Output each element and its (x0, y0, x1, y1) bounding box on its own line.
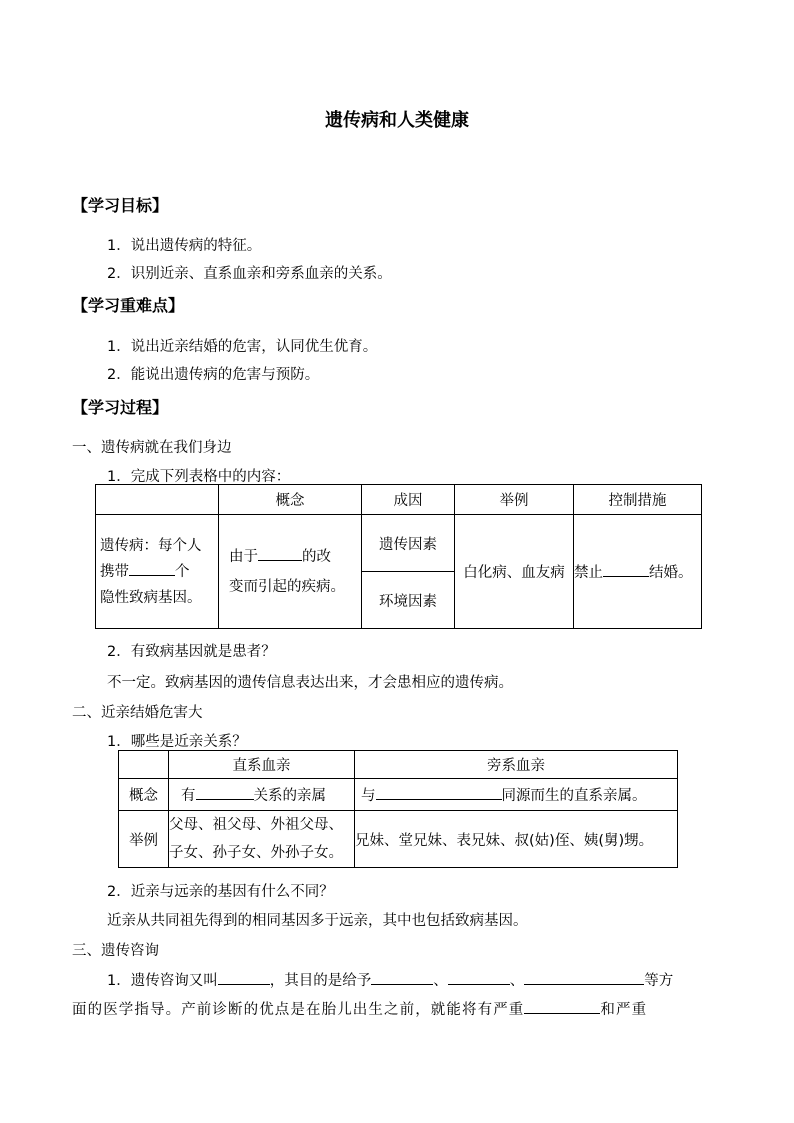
part3-heading: 三、遗传咨询 (72, 943, 159, 959)
guidance-blank-1[interactable] (371, 970, 433, 985)
process-heading: 【学习过程】 (72, 398, 169, 417)
part1-heading: 一、遗传病就在我们身边 (72, 440, 232, 456)
header-cause: 成因 (362, 485, 455, 515)
collateral-concept-cell: 与 同源而生的直系亲属。 (355, 779, 678, 811)
cause-environment: 环境因素 (362, 572, 455, 629)
concept-blank[interactable] (258, 546, 302, 561)
kinship-table (118, 750, 678, 868)
header-concept: 概念 (219, 485, 362, 515)
row-label-line-c: 隐性致病基因。 (100, 589, 202, 606)
row-label-line-a: 遗传病：每个人 (100, 537, 202, 554)
header-control: 控制措施 (574, 485, 702, 515)
row-example-label: 举例 (119, 811, 169, 868)
kinship-corner-cell (119, 751, 169, 779)
part2-answer-2: 近亲从共同祖先得到的相同基因多于远亲，其中也包括致病基因。 (107, 913, 528, 929)
part2-question-1: 1．哪些是近亲关系？ (107, 734, 247, 750)
severe-blank[interactable] (524, 999, 600, 1014)
control-blank[interactable] (603, 562, 649, 577)
control-cell: 禁止 结婚。 (574, 515, 702, 629)
direct-example-cell: 父母、祖父母、外祖父母、 子女、孙子女、外孙子女。 (169, 811, 355, 868)
key-point-item-1: 1．说出近亲结婚的危害，认同优生优育。 (107, 339, 378, 355)
goal-item-1: 1．说出遗传病的特征。 (107, 238, 262, 254)
row-label-line-b: 携带 个 (100, 559, 218, 585)
direct-concept-blank[interactable] (196, 785, 254, 800)
consult-name-blank[interactable] (218, 970, 270, 985)
part1-question-2: 2．有致病基因就是患者？ (107, 644, 276, 660)
part1-question-1: 1．完成下列表格中的内容： (107, 469, 291, 485)
collateral-example-cell: 兄妹、堂兄妹、表兄妹、叔(姑)侄、姨(舅)甥。 (355, 811, 678, 868)
key-point-item-2: 2．能说出遗传病的危害与预防。 (107, 367, 320, 383)
part2-heading: 二、近亲结婚危害大 (72, 705, 203, 721)
part1-answer-2: 不一定。致病基因的遗传信息表达出来，才会患相应的遗传病。 (107, 675, 513, 691)
goals-heading: 【学习目标】 (72, 196, 169, 215)
direct-concept-cell: 有 关系的亲属 (169, 779, 355, 811)
concept-cell: 由于 的改 变而引起的疾病。 (219, 515, 362, 629)
header-example: 举例 (455, 485, 574, 515)
row-label-cell (96, 515, 219, 629)
header-collateral: 旁系血亲 (355, 751, 678, 779)
goal-item-2: 2．识别近亲、直系血亲和旁系血亲的关系。 (107, 266, 392, 282)
cause-genetic: 遗传因素 (362, 515, 455, 572)
part3-line-1: 1．遗传咨询又叫 ，其目的是给予 、 、 等方 (107, 969, 673, 990)
genetic-disease-table (95, 484, 702, 629)
part3-line-2: 面的医学指导。产前诊断的优点是在胎儿出生之前，就能将有严重 和严重 (72, 998, 647, 1019)
example-cell: 白化病、血友病 (455, 515, 574, 629)
table-corner-cell (96, 485, 219, 515)
collateral-concept-blank[interactable] (376, 785, 502, 800)
guidance-blank-2[interactable] (448, 970, 510, 985)
guidance-blank-3[interactable] (524, 970, 644, 985)
header-direct: 直系血亲 (169, 751, 355, 779)
key-points-heading: 【学习重难点】 (72, 296, 185, 315)
row-concept-label: 概念 (119, 779, 169, 811)
part2-question-2: 2．近亲与远亲的基因有什么不同？ (107, 884, 334, 900)
gene-count-blank[interactable] (129, 561, 175, 576)
page-title: 遗传病和人类健康 (325, 110, 469, 131)
